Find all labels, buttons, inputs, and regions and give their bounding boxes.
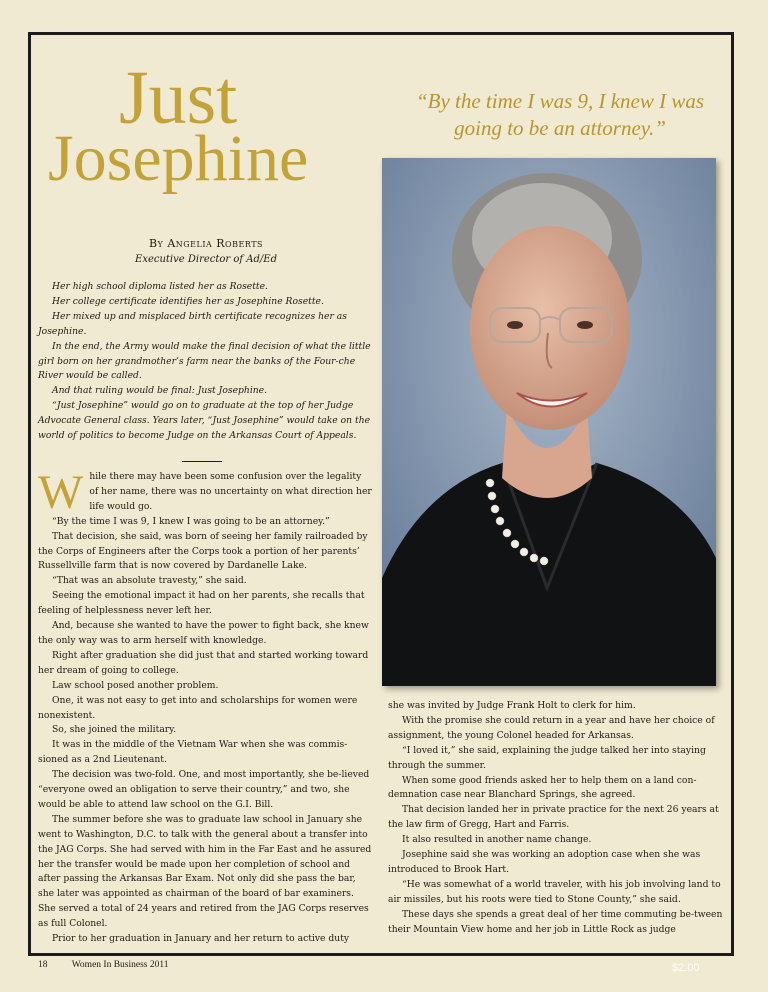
body-paragraph	[38, 466, 372, 519]
article-column-1	[38, 466, 372, 947]
body-paragraph: Seeing the emotional impact it had on her parents, she recalls that feeling of helplessness never left her.	[38, 590, 365, 617]
body-paragraph: These days she spends a great deal of her time commuting be-tween their Mountain View home and her job in Little Rock as judge	[388, 908, 723, 935]
author-role: Executive Director of Ad/Ed	[135, 254, 277, 265]
intro-paragraph: Her college certificate identifies her as Josephine Rosette.	[52, 295, 324, 307]
page-footer	[38, 960, 191, 970]
body-paragraph: The summer before she was to graduate law school in January she went to Washington, D.C. to talk with the general about a transfer into the JAG Corps. She had served with him in the Far East and he assured her the transfer would be made upon her completion of school and after passing the Arkansas Bar Exam. Not only did she pass the bar, she later was appointed as chairman of the board of bar examiners. She served a total of 24 years and retired from the JAG Corps reserves as full Colonel.	[38, 813, 372, 930]
article-column-2	[388, 699, 728, 938]
body-paragraph: Right after graduation she did just that and started working toward her dream of going to college.	[38, 649, 369, 676]
publication-name: Women In Business 2011	[71, 960, 169, 970]
body-paragraph: “He was somewhat of a world traveler, with his job involving land to air missiles, but his roots were tied to Stone County,” she said.	[388, 878, 721, 905]
intro-paragraph: “Just Josephine” would go on to graduate at the top of her Judge Advocate General class. Years later, “Just Josephine” would take on the world of politics to become Judge on the Arkansas Court of Appeals.	[38, 400, 371, 442]
intro-paragraph: Her mixed up and misplaced birth certificate recognizes her as	[52, 310, 347, 322]
body-paragraph: That decision, she said, was born of seeing her family railroaded by the Corps of Engineers after the Corps took a portion of her parents’ Russellville farm that is now covered by Dardanelle Lake.	[38, 530, 368, 572]
body-paragraph: “By the time I was 9, I knew I was going to be an attorney.”	[52, 515, 330, 527]
byline	[40, 236, 372, 268]
body-paragraph: That decision landed her in private practice for the next 26 years at the law firm of Gregg, Hart and Farris.	[388, 804, 719, 831]
body-paragraph: Law school posed another problem.	[52, 679, 219, 691]
body-paragraph: When some good friends asked her to help them on a land con-demnation case near Blanchard Springs, she agreed.	[388, 774, 697, 801]
portrait-photo	[382, 158, 716, 686]
body-paragraph: It was in the middle of the Vietnam War when she was commis-sioned as a 2nd Lieutenant.	[38, 739, 348, 766]
body-paragraph: One, it was not easy to get into and scholarships for women were nonexistent.	[38, 694, 358, 721]
body-paragraph: And, because she wanted to have the power to fight back, she knew the only way was to arm herself with knowledge.	[38, 620, 369, 646]
section-divider	[182, 461, 222, 462]
intro-paragraph: In the end, the Army would make the final decision of what the little girl born on her grandmother’s farm near the banks of the Four-che River would be called.	[38, 340, 371, 382]
first-paragraph-text: hile there may have been some confusion over the legality of her name, there was no uncertainty on what direction her life would go.	[89, 471, 372, 512]
title-line-2: Josephine	[48, 122, 309, 195]
intro-paragraph: And that ruling would be final: Just Josephine.	[52, 385, 268, 397]
body-paragraph: It also resulted in another name change.	[402, 834, 592, 846]
page-number: 18	[38, 960, 48, 970]
author-name: By Angelia Roberts	[148, 237, 264, 250]
body-paragraph: Prior to her graduation in January and her return to active duty	[52, 933, 350, 945]
pull-quote: “By the time I was 9, I knew I was going to be an attorney.”	[415, 89, 705, 140]
intro-paragraph: Josephine.	[38, 325, 87, 337]
body-paragraph: So, she joined the military.	[52, 724, 177, 736]
body-paragraph: With the promise she could return in a year and have her choice of assignment, the young Colonel headed for Arkansas.	[388, 714, 715, 741]
portrait-illustration	[382, 158, 716, 686]
body-paragraph: The decision was two-fold. One, and most importantly, she be-lieved “everyone owed an obligation to serve their country,” and two, she would be able to attend law school on the G.I. Bill.	[38, 769, 370, 810]
intro-paragraph: Her high school diploma listed her as Rosette.	[52, 281, 268, 292]
body-paragraph: “I loved it,” she said, explaining the judge talked her into staying through the summer.	[388, 744, 706, 771]
body-paragraph: she was invited by Judge Frank Holt to clerk for him.	[388, 700, 636, 711]
body-paragraph: Josephine said she was working an adoption case when she was introduced to Brook Hart.	[388, 849, 701, 875]
drop-cap: W	[38, 466, 84, 519]
price-label: $2.00	[672, 962, 700, 974]
body-paragraph: “That was an absolute travesty,” she said.	[52, 575, 247, 587]
intro-paragraphs	[38, 280, 372, 444]
title-line-1: Just	[119, 56, 238, 140]
